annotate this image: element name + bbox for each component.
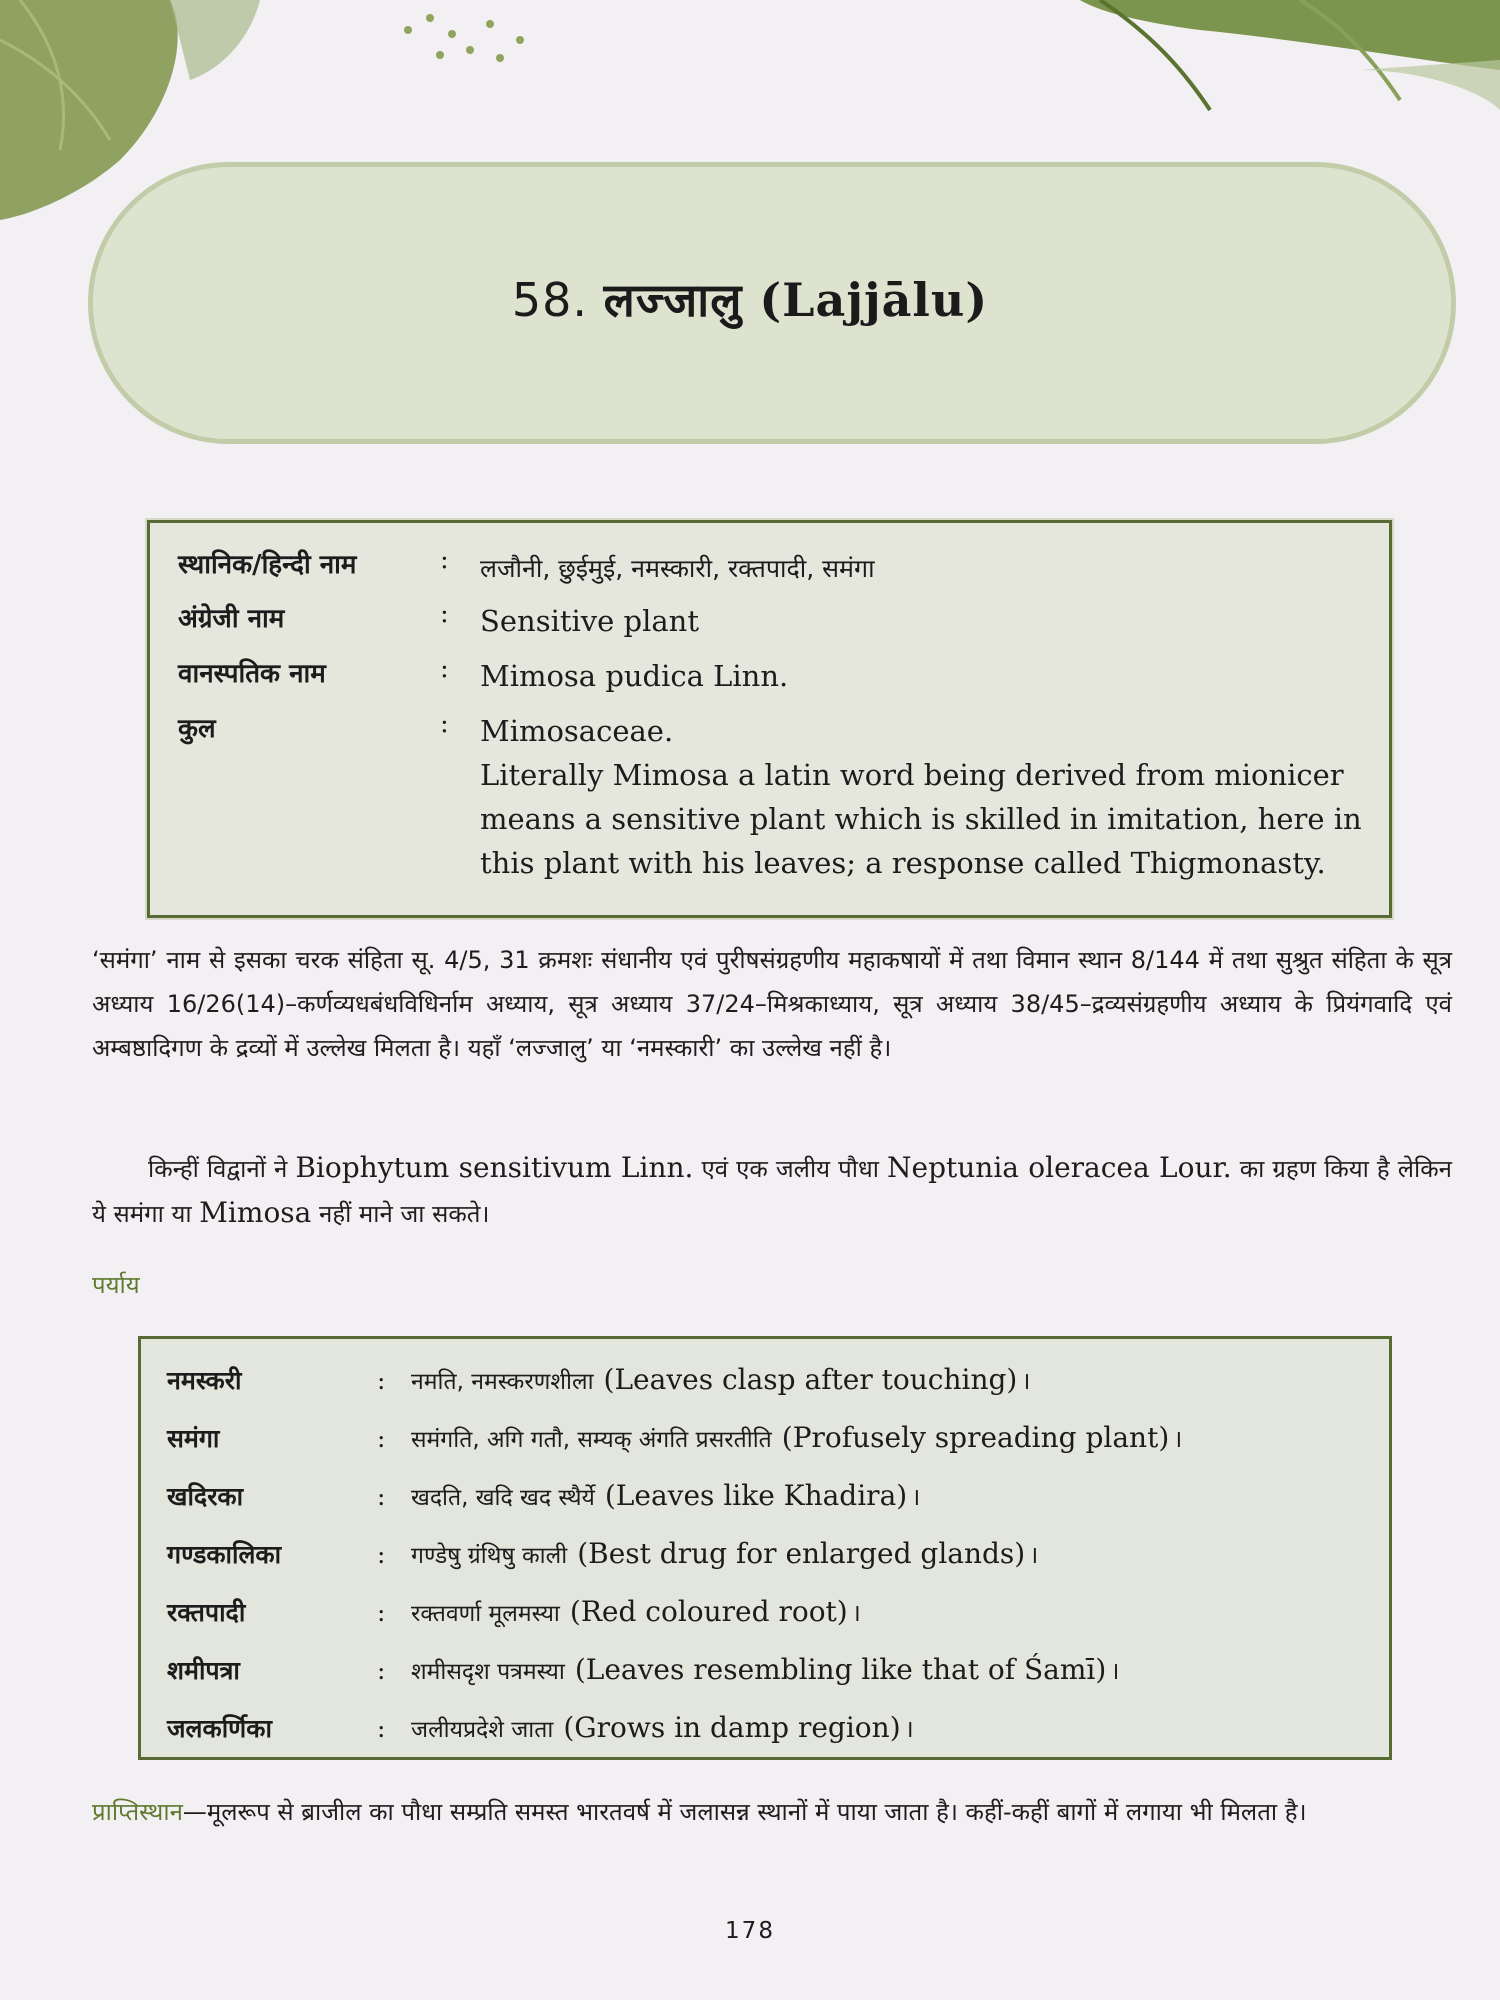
title-name: लज्जालु (Lajjālu) bbox=[603, 273, 989, 327]
synonym-danda: । bbox=[1110, 1657, 1120, 1685]
synonym-term: समंगा bbox=[167, 1424, 220, 1453]
synonym-danda: । bbox=[911, 1483, 921, 1511]
synonym-derivation: खदति, खदि खद स्थैर्ये bbox=[411, 1485, 595, 1511]
synonym-term: खदिरका bbox=[167, 1482, 244, 1511]
synonym-derivation: जलीयप्रदेशे जाता bbox=[411, 1717, 554, 1743]
synonym-meaning: (Leaves clasp after touching) bbox=[603, 1363, 1018, 1396]
family-name: Mimosaceae. bbox=[480, 714, 674, 748]
info-label: वानस्पतिक नाम bbox=[178, 659, 326, 689]
info-label: स्थानिक/हिन्दी नाम bbox=[178, 550, 357, 580]
info-row-local-name bbox=[178, 545, 1369, 591]
page-title bbox=[0, 268, 1500, 330]
para-text: का ग्रहण किया है लेकिन ये समंगा या bbox=[92, 1155, 1452, 1228]
info-value bbox=[480, 709, 1369, 885]
info-label: कुल bbox=[178, 714, 216, 744]
info-value-text: लजौनी, छुईमुई, नमस्कारी, रक्तपादी, समंगा bbox=[480, 554, 875, 583]
family-note-line: this plant with his leaves; a response called Thigmonasty. bbox=[480, 846, 1326, 880]
synonym-row bbox=[167, 1595, 1369, 1629]
synonym-term: जलकर्णिका bbox=[167, 1714, 272, 1743]
synonym-colon: : bbox=[377, 1540, 386, 1569]
habitat-text: —मूलरूप से ब्राजील का पौधा सम्प्रति समस्त भारतवर्ष में जलासन्न स्थानों में पाया जाता है। कहीं-कहीं बागों में लगाया भी मिलता है। bbox=[182, 1798, 1307, 1826]
synonym-colon: : bbox=[377, 1598, 386, 1627]
synonym-colon: : bbox=[377, 1656, 386, 1685]
info-box bbox=[147, 520, 1392, 918]
synonym-row bbox=[167, 1479, 1369, 1513]
info-colon: : bbox=[440, 545, 449, 575]
synonym-term: रक्तपादी bbox=[167, 1598, 246, 1627]
synonym-row bbox=[167, 1363, 1369, 1397]
latin-name: Neptunia oleracea Lour. bbox=[887, 1151, 1232, 1184]
synonym-term: नमस्करी bbox=[167, 1366, 242, 1395]
latin-name: Biophytum sensitivum Linn. bbox=[295, 1151, 694, 1184]
para-text: नहीं माने जा सकते। bbox=[319, 1200, 490, 1228]
synonym-derivation: रक्तवर्णा मूलमस्या bbox=[411, 1601, 560, 1627]
paragraph-other-plants bbox=[92, 1146, 1452, 1236]
info-colon: : bbox=[440, 654, 449, 684]
synonym-meaning: (Grows in damp region) bbox=[563, 1711, 901, 1744]
synonym-meaning: (Profusely spreading plant) bbox=[781, 1421, 1170, 1454]
info-label: अंग्रेजी नाम bbox=[178, 604, 285, 634]
synonym-danda: । bbox=[851, 1599, 861, 1627]
para-text: एवं एक जलीय पौधा bbox=[701, 1155, 879, 1183]
synonym-colon: : bbox=[377, 1424, 386, 1453]
info-colon: : bbox=[440, 599, 449, 629]
family-note-line: means a sensitive plant which is skilled in imitation, here in bbox=[480, 802, 1362, 836]
synonym-row bbox=[167, 1421, 1369, 1455]
paragraph-references: ‘समंगा’ नाम से इसका चरक संहिता सू. 4/5, 31 क्रमशः संधानीय एवं पुरीषसंग्रहणीय महाकषायों में तथा विमान स्थान 8/144 में तथा सुश्रुत संहिता के सूत्र अध्याय 16/26(14)–कर्णव्यधबंधविधिर्नाम अध्याय, सूत्र अध्याय 37/24–मिश्रकाध्याय, सूत्र अध्याय 38/45–द्रव्यसंग्रहणीय अध्याय के प्रियंगवादि एवं अम्बष्ठादिगण के द्रव्यों में उल्लेख मिलता है। यहाँ ‘लज्जालु’ या ‘नमस्कारी’ का उल्लेख नहीं है। bbox=[92, 946, 1452, 1062]
synonym-colon: : bbox=[377, 1714, 386, 1743]
info-value: Sensitive plant bbox=[480, 604, 700, 638]
synonyms-box bbox=[138, 1336, 1392, 1760]
synonym-meaning: (Leaves like Khadira) bbox=[604, 1479, 908, 1512]
info-row-family bbox=[178, 709, 1369, 885]
synonym-row bbox=[167, 1653, 1369, 1687]
info-colon: : bbox=[440, 709, 449, 739]
synonym-danda: । bbox=[1029, 1541, 1039, 1569]
family-note-line: Literally Mimosa a latin word being derived from mionicer bbox=[480, 758, 1344, 792]
synonym-derivation: समंगति, अगि गतौ, सम्यक् अंगति प्रसरतीति bbox=[411, 1427, 772, 1453]
synonym-danda: । bbox=[1021, 1367, 1031, 1395]
info-row-english-name bbox=[178, 599, 1369, 643]
paragraph-habitat bbox=[92, 1790, 1452, 1834]
synonym-meaning: (Leaves resembling like that of Śamī) bbox=[574, 1653, 1107, 1686]
synonym-meaning: (Red coloured root) bbox=[569, 1595, 848, 1628]
para-text: किन्हीं विद्वानों ने bbox=[148, 1155, 288, 1183]
synonym-derivation: शमीसदृश पत्रमस्या bbox=[411, 1659, 565, 1685]
synonym-colon: : bbox=[377, 1482, 386, 1511]
synonym-danda: । bbox=[904, 1715, 914, 1743]
synonym-colon: : bbox=[377, 1366, 386, 1395]
synonym-derivation: नमति, नमस्करणशीला bbox=[411, 1369, 594, 1395]
title-number: 58. bbox=[511, 273, 589, 327]
info-value: Mimosa pudica Linn. bbox=[480, 659, 789, 693]
synonym-row bbox=[167, 1537, 1369, 1571]
synonym-derivation: गण्डेषु ग्रंथिषु काली bbox=[411, 1543, 568, 1569]
info-value bbox=[480, 545, 1369, 591]
synonym-term: गण्डकालिका bbox=[167, 1540, 282, 1569]
synonyms-heading: पर्याय bbox=[92, 1271, 140, 1299]
synonym-meaning: (Best drug for enlarged glands) bbox=[577, 1537, 1026, 1570]
info-row-botanical-name bbox=[178, 654, 1369, 698]
synonym-danda: । bbox=[1173, 1425, 1183, 1453]
synonym-term: शमीपत्रा bbox=[167, 1656, 240, 1685]
synonym-row bbox=[167, 1711, 1369, 1745]
latin-name: Mimosa bbox=[199, 1196, 312, 1229]
page-number: 178 bbox=[725, 1918, 775, 1944]
habitat-label: प्राप्तिस्थान bbox=[92, 1798, 183, 1826]
